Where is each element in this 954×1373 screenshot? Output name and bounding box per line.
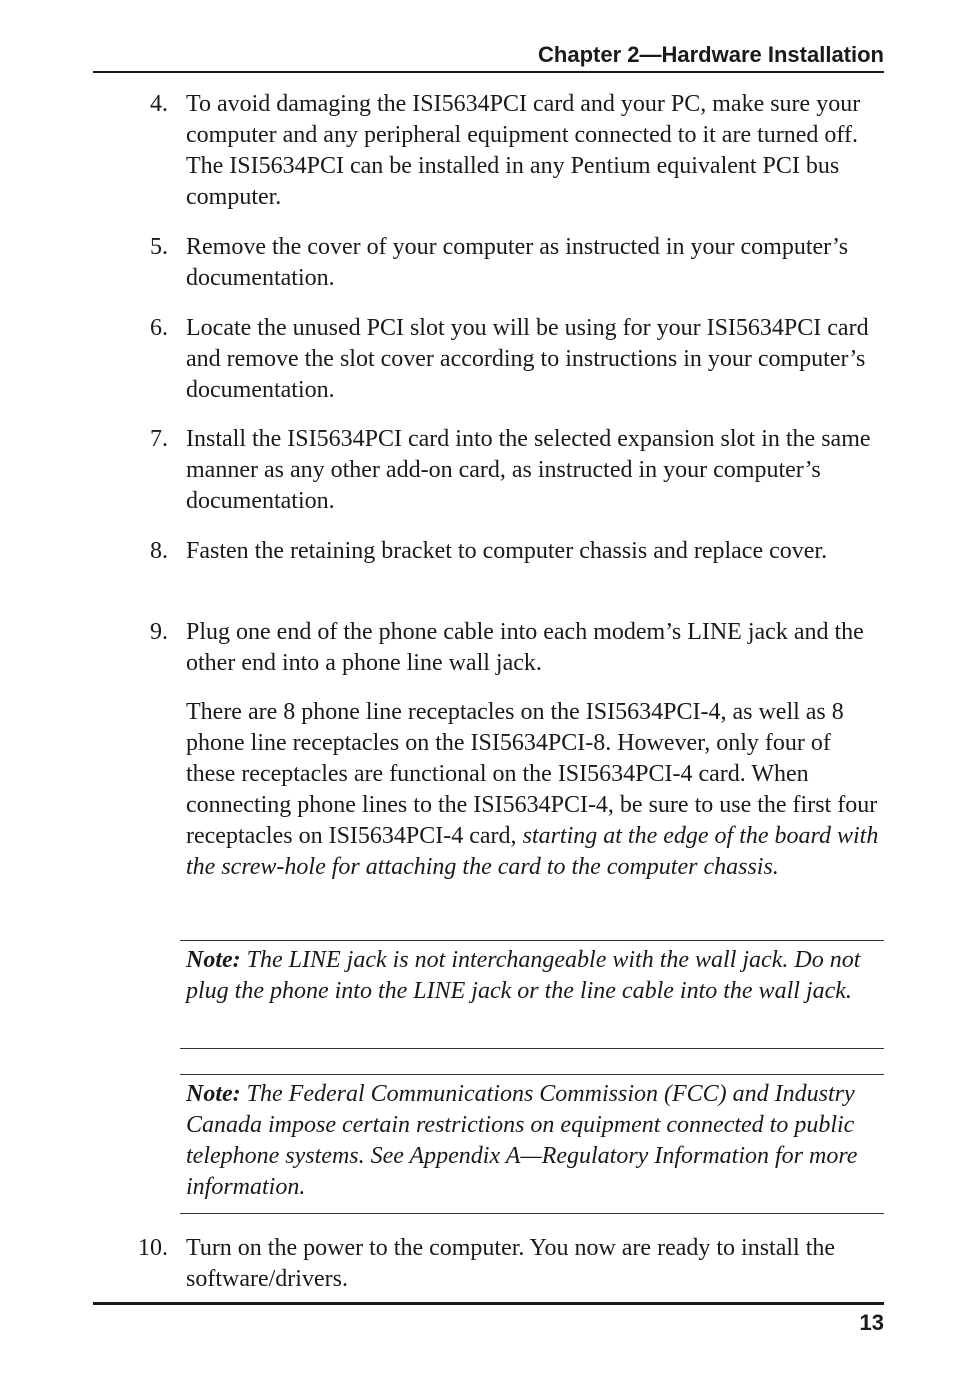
step-text: Fasten the retaining bracket to computer chassis and replace cover. xyxy=(186,538,828,564)
step-text: Turn on the power to the computer. You now are ready to install the software/drivers. xyxy=(186,1235,836,1292)
footer-rule xyxy=(93,1302,884,1305)
receptacles-paragraph xyxy=(186,697,886,883)
step-number: 9. xyxy=(150,619,168,645)
note-label: Note: xyxy=(186,947,241,973)
step-text: Plug one end of the phone cable into each modem’s LINE jack and the other end into a phone line wall jack. xyxy=(186,619,864,676)
paragraph-emphasis: starting at the edge of the board with the screw-hole for attaching the card to the computer chassis. xyxy=(186,823,879,880)
header-rule xyxy=(93,71,884,73)
step-number: 10. xyxy=(138,1235,168,1261)
step-number: 8. xyxy=(150,538,168,564)
step-number: 6. xyxy=(150,315,168,341)
paragraph-text: There are 8 phone line receptacles on the ISI5634PCI-4, as well as 8 phone line receptacles on the ISI5634PCI-8. However, only four of these receptacles are functional on the ISI5634PCI-4 card. When connecting phone lines to the ISI5634PCI-4, be sure to use the first four receptacles on ISI5634PCI-4 card, xyxy=(186,699,878,849)
step-number: 5. xyxy=(150,234,168,260)
note-label: Note: xyxy=(186,1081,241,1107)
running-header: Chapter 2—Hardware Installation xyxy=(538,42,884,67)
note-box xyxy=(180,940,884,1049)
step-text: Install the ISI5634PCI card into the selected expansion slot in the same manner as any other add-on card, as instructed in your computer’s documentation. xyxy=(186,426,871,514)
step-text: To avoid damaging the ISI5634PCI card and your PC, make sure your computer and any peripheral equipment connected to it are turned off. The ISI5634PCI can be installed in any Pentium equivalent PCI bus computer. xyxy=(186,91,861,210)
note-text: The Federal Communications Commission (FCC) and Industry Canada impose certain restrictions on equipment connected to public telephone systems. See Appendix A—Regulatory Information for more information. xyxy=(186,1081,858,1200)
note-text: The LINE jack is not interchangeable with the wall jack. Do not plug the phone into the LINE jack or the line cable into the wall jack. xyxy=(186,947,861,1004)
note-box xyxy=(180,1074,884,1214)
step-text: Remove the cover of your computer as instructed in your computer’s documentation. xyxy=(186,234,849,291)
page-number: 13 xyxy=(859,1310,884,1335)
step-text: Locate the unused PCI slot you will be using for your ISI5634PCI card and remove the slot cover according to instructions in your computer’s documentation. xyxy=(186,315,869,403)
step-number: 7. xyxy=(150,426,168,452)
step-number: 4. xyxy=(150,91,168,117)
